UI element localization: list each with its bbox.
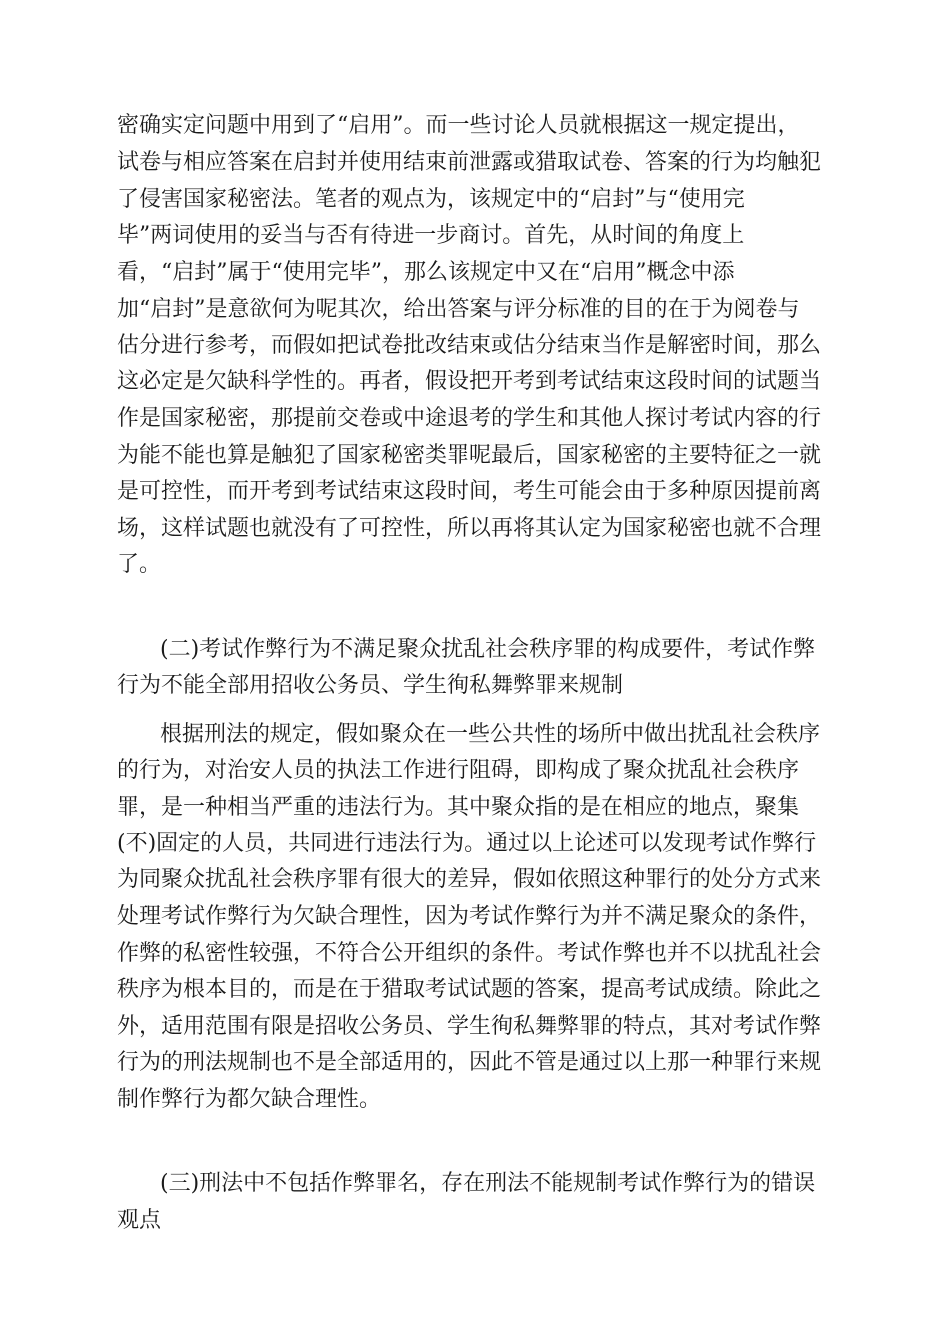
text-line: 处理考试作弊行为欠缺合理性，因为考试作弊行为并不满足聚众的条件， — [117, 904, 822, 929]
text-line: 制作弊行为都欠缺合理性。 — [117, 1087, 382, 1112]
text-line: 看，“启封”属于“使用完毕”，那么该规定中又在“启用”概念中添 — [117, 260, 735, 285]
heading-line: 观点 — [117, 1208, 162, 1233]
text-line: 密确实定问题中用到了“启用”。而一些讨论人员就根据这一规定提出， — [117, 113, 800, 138]
text-line: (不)固定的人员，共同进行违法行为。通过以上论述可以发现考试作弊行 — [117, 831, 817, 856]
text-line: 罪，是一种相当严重的违法行为。其中聚众指的是在相应的地点，聚集 — [117, 795, 800, 820]
text-line: 是可控性，而开考到考试结束这段时间，考生可能会由于多种原因提前离 — [117, 479, 822, 504]
heading-line: (三)刑法中不包括作弊罪名，存在刑法不能规制考试作弊行为的错误 — [160, 1171, 816, 1196]
text-line: 加“启封”是意欲何为呢其次，给出答案与评分标准的目的在于为阅卷与 — [117, 297, 800, 322]
text-line: 根据刑法的规定，假如聚众在一些公共性的场所中做出扰乱社会秩序 — [160, 722, 821, 747]
text-line: 作是国家秘密，那提前交卷或中途退考的学生和其他人探讨考试内容的行 — [117, 406, 822, 431]
heading-line: 行为不能全部用招收公务员、学生徇私舞弊罪来规制 — [117, 673, 624, 698]
text-line: 外，适用范围有限是招收公务员、学生徇私舞弊罪的特点，其对考试作弊 — [117, 1014, 822, 1039]
text-line: 试卷与相应答案在启封并使用结束前泄露或猎取试卷、答案的行为均触犯 — [117, 150, 822, 175]
text-line: 了侵害国家秘密法。笔者的观点为，该规定中的“启封”与“使用完 — [117, 187, 745, 212]
text-line: 行为的刑法规制也不是全部适用的，因此不管是通过以上那一种罪行来规 — [117, 1050, 822, 1075]
text-line: 为同聚众扰乱社会秩序罪有很大的差异，假如依照这种罪行的处分方式来 — [117, 867, 822, 892]
text-line: 的行为，对治安人员的执法工作进行阻碍，即构成了聚众扰乱社会秩序 — [117, 758, 800, 783]
text-line: 为能不能也算是触犯了国家秘密类罪呢最后，国家秘密的主要特征之一就 — [117, 443, 822, 468]
text-line: 作弊的私密性较强，不符合公开组织的条件。考试作弊也并不以扰乱社会 — [117, 941, 822, 966]
text-line: 这必定是欠缺科学性的。再者，假设把开考到考试结束这段时间的试题当 — [117, 369, 822, 394]
heading-line: (二)考试作弊行为不满足聚众扰乱社会秩序罪的构成要件，考试作弊 — [160, 637, 816, 662]
text-line: 场，这样试题也就没有了可控性，所以再将其认定为国家秘密也就不合理 — [117, 516, 822, 541]
text-line: 估分进行参考，而假如把试卷批改结束或估分结束当作是解密时间，那么 — [117, 333, 822, 358]
text-line: 秩序为根本目的，而是在于猎取考试试题的答案，提高考试成绩。除此之 — [117, 977, 822, 1002]
text-line: 毕”两词使用的妥当与否有待进一步商讨。首先，从时间的角度上 — [117, 223, 745, 248]
text-line: 了。 — [117, 552, 162, 577]
